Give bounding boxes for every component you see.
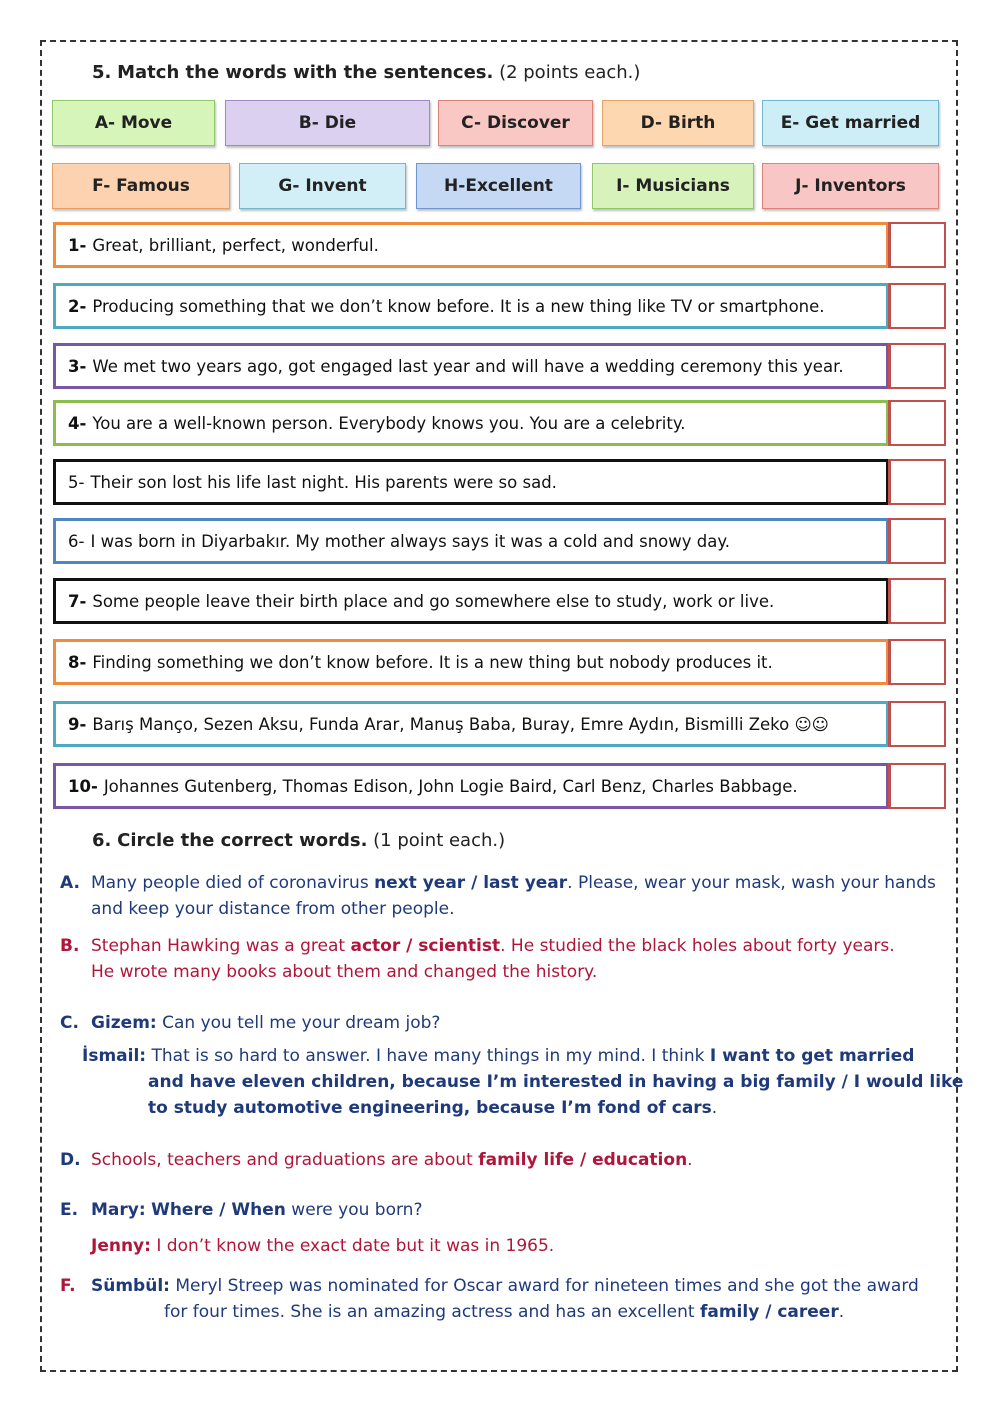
question-text: . He studied the black holes about forty years. — [500, 936, 895, 956]
sentence-text: Their son lost his life last night. His parents were so sad. — [90, 472, 557, 492]
sentence-row — [53, 518, 889, 564]
word-label: J- Inventors — [795, 176, 906, 196]
word-box-b[interactable] — [225, 100, 430, 146]
sentence-number: 3- — [68, 356, 87, 376]
question-letter: A. — [60, 873, 80, 893]
choice-options[interactable]: family life / education — [478, 1150, 688, 1170]
question-text: Many people died of coronavirus — [91, 873, 375, 893]
sentence-number: 9- — [68, 714, 87, 734]
sentence-number: 7- — [68, 591, 87, 611]
sentence-text: Producing something that we don’t know before. It is a new thing like TV or smartphone. — [92, 296, 825, 316]
sentence-row — [53, 578, 889, 624]
word-label: C- Discover — [461, 113, 570, 133]
sentence-text: We met two years ago, got engaged last year and will have a wedding ceremony this year. — [92, 356, 844, 376]
sentence-number: 6- — [68, 531, 85, 551]
word-label: F- Famous — [92, 176, 190, 196]
speaker-name: Sümbül: — [91, 1276, 170, 1296]
question-letter: F. — [60, 1276, 76, 1296]
choice-options[interactable]: to study automotive engineering, because I’m fond of cars — [148, 1098, 712, 1118]
word-box-c[interactable] — [438, 100, 593, 146]
question-e-reply — [91, 1233, 941, 1259]
question-text: . — [838, 1302, 845, 1322]
answer-box-2[interactable] — [888, 283, 946, 329]
speaker-name: Gizem: — [91, 1013, 157, 1033]
choice-options[interactable]: and have eleven children, because I’m interested in having a big family / I would like — [148, 1072, 964, 1092]
answer-box-8[interactable] — [888, 639, 946, 685]
choice-options[interactable]: next year / last year — [374, 873, 568, 893]
speaker-name: Jenny: — [91, 1236, 151, 1256]
sentence-text: Johannes Gutenberg, Thomas Edison, John Logie Baird, Carl Benz, Charles Babbage. — [103, 776, 798, 796]
sentence-number: 4- — [68, 413, 87, 433]
choice-options[interactable]: Where / When — [151, 1200, 286, 1220]
question-f — [60, 1273, 940, 1325]
question-text: were you born? — [285, 1200, 423, 1220]
word-label: H-Excellent — [444, 176, 553, 196]
sentence-text: You are a well-known person. Everybody knows you. You are a celebrity. — [92, 413, 686, 433]
answer-box-3[interactable] — [888, 343, 946, 389]
answer-box-10[interactable] — [888, 763, 946, 809]
word-label: A- Move — [94, 113, 173, 133]
word-label: I- Musicians — [616, 176, 730, 196]
word-label: B- Die — [298, 113, 357, 133]
sentence-row — [53, 701, 889, 747]
choice-options[interactable]: family / career — [699, 1302, 839, 1322]
answer-box-9[interactable] — [888, 701, 946, 747]
word-box-a[interactable] — [52, 100, 215, 146]
question-text: Meryl Streep was nominated for Oscar award for nineteen times and she got the award — [175, 1276, 919, 1296]
answer-box-1[interactable] — [888, 222, 946, 268]
word-box-j[interactable] — [762, 163, 939, 209]
question-c-reply — [82, 1043, 964, 1121]
answer-box-7[interactable] — [888, 578, 946, 624]
question-text: Can you tell me your dream job? — [162, 1013, 441, 1033]
answer-box-6[interactable] — [888, 518, 946, 564]
sentence-text: Finding something we don’t know before. It is a new thing but nobody produces it. — [92, 652, 773, 672]
sentence-text: Barış Manço, Sezen Aksu, Funda Arar, Manuş Baba, Buray, Emre Aydın, Bismilli Zeko ☺☺ — [92, 714, 829, 734]
sentence-text: Some people leave their birth place and go somewhere else to study, work or live. — [92, 591, 775, 611]
word-box-f[interactable] — [52, 163, 230, 209]
section-6-title — [92, 830, 505, 851]
question-text: He wrote many books about them and changed the history. — [91, 962, 598, 982]
question-text: . — [687, 1150, 693, 1170]
question-text: and keep your distance from other people. — [91, 899, 455, 919]
sentence-number: 1- — [68, 235, 87, 255]
question-text: . Please, wear your mask, wash your hands — [567, 873, 936, 893]
answer-box-5[interactable] — [888, 459, 946, 505]
section-5-number: 5. — [92, 62, 112, 83]
sentence-number: 8- — [68, 652, 87, 672]
word-box-i[interactable] — [592, 163, 754, 209]
word-label: D- Birth — [640, 113, 716, 133]
section-6-points: (1 point each.) — [373, 830, 506, 851]
sentence-number: 2- — [68, 296, 87, 316]
question-letter: E. — [60, 1200, 79, 1220]
question-c — [60, 1010, 940, 1036]
sentence-text: Great, brilliant, perfect, wonderful. — [92, 235, 379, 255]
sentence-row — [53, 763, 889, 809]
section-5-points: (2 points each.) — [499, 62, 641, 83]
word-box-g[interactable] — [239, 163, 406, 209]
choice-options[interactable]: I want to get married — [709, 1046, 915, 1066]
sentence-row — [53, 283, 889, 329]
speaker-name: Mary: — [91, 1200, 146, 1220]
question-text: . — [711, 1098, 718, 1118]
answer-box-4[interactable] — [888, 400, 946, 446]
question-letter: B. — [60, 936, 80, 956]
word-box-e[interactable] — [762, 100, 939, 146]
question-text: Schools, teachers and graduations are about — [91, 1150, 479, 1170]
question-a — [60, 870, 940, 922]
question-b — [60, 933, 940, 985]
question-text: I don’t know the exact date but it was in 1965. — [156, 1236, 555, 1256]
question-text: Stephan Hawking was a great — [91, 936, 351, 956]
question-e — [60, 1197, 940, 1223]
speaker-name: İsmail: — [82, 1046, 147, 1066]
sentence-row — [53, 222, 889, 268]
section-5-heading: Match the words with the sentences. — [117, 62, 494, 83]
section-6-heading: Circle the correct words. — [117, 830, 368, 851]
question-text: for four times. She is an amazing actress and has an excellent — [164, 1302, 700, 1322]
sentence-text: I was born in Diyarbakır. My mother always says it was a cold and snowy day. — [90, 531, 730, 551]
question-letter: D. — [60, 1150, 81, 1170]
question-text: That is so hard to answer. I have many things in my mind. I think — [151, 1046, 710, 1066]
section-5-title — [92, 62, 640, 83]
word-box-h[interactable] — [416, 163, 581, 209]
sentence-number: 5- — [68, 472, 85, 492]
sentence-row — [53, 343, 889, 389]
section-6-number: 6. — [92, 830, 112, 851]
sentence-row — [53, 400, 889, 446]
word-label: G- Invent — [278, 176, 367, 196]
word-box-d[interactable] — [602, 100, 754, 146]
word-label: E- Get married — [780, 113, 921, 133]
question-d — [60, 1147, 940, 1173]
sentence-row — [53, 459, 889, 505]
sentence-number: 10- — [68, 776, 98, 796]
choice-options[interactable]: actor / scientist — [350, 936, 501, 956]
question-letter: C. — [60, 1013, 79, 1033]
sentence-row — [53, 639, 889, 685]
